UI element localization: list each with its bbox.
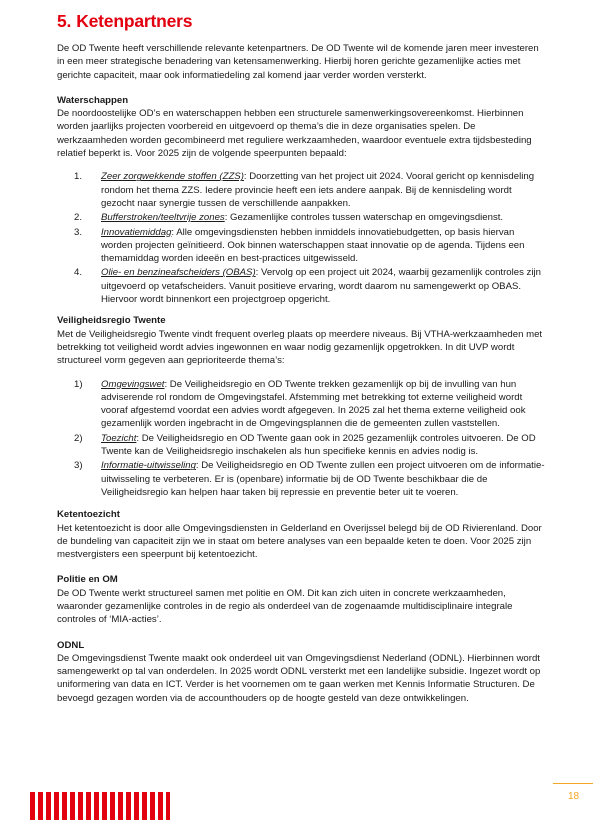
section-number: 5. bbox=[57, 11, 72, 31]
list-term: Informatie-uitwisseling bbox=[101, 460, 196, 472]
list-text: : Doorzetting van het project uit 2024. Vooral gericht op kennisdeling rondom het thema ZZS. Iedere provincie heeft een iets andere aanpak. Bij de kennisdeling wordt gezocht naar synergie tussen de verschillende aanpakken. bbox=[101, 171, 535, 209]
section-politie-om bbox=[57, 573, 547, 626]
list-marker: 3. bbox=[74, 226, 83, 238]
page-title bbox=[57, 10, 547, 32]
section-text: De noordoostelijke OD’s en waterschappen hebben een structurele samenwerkingsovereenkomst. Hierbinnen worden jaarlijks projecten voorbereid en uitgevoerd op thema’s die in deze organisaties spelen. De werkzaamheden worden gecombineerd met reguliere werkzaamheden, waardoor eventuele extra tijdsbesteding relatief beperkt is. Voor 2025 zijn de volgende speerpunten bepaald: bbox=[57, 108, 532, 160]
list-item bbox=[57, 226, 547, 266]
list-text: : De Veiligheidsregio en OD Twente gaan ook in 2025 gezamenlijk controles uitvoeren. De OD Twente kan de Veiligheidsregio inschakelen als hun specifieke kennis en advies nodig is. bbox=[101, 432, 536, 458]
footer-decoration bbox=[30, 792, 170, 820]
section-text: De OD Twente werkt structureel samen met politie en OM. Dit kan zich uiten in concrete werkzaamheden, waaronder gezamenlijke controles in de regio als onderdeel van de zogenaamde multidisciplinaire integrale controles of ‘MIA-acties’. bbox=[57, 587, 513, 626]
list-item bbox=[57, 459, 547, 499]
themas-list bbox=[57, 378, 547, 500]
footer-divider bbox=[553, 783, 593, 784]
list-marker: 1. bbox=[74, 171, 83, 183]
list-item bbox=[57, 211, 547, 224]
list-item bbox=[57, 266, 547, 306]
list-term: Bufferstroken/teeltvrije zones bbox=[101, 212, 225, 224]
section-waterschappen bbox=[57, 94, 547, 306]
list-term: Zeer zorgwekkende stoffen (ZZS) bbox=[101, 171, 244, 183]
section-text: Het ketentoezicht is door alle Omgevingsdiensten in Gelderland en Overijssel belegd bij de OD Rivierenland. Door de bundeling van capaciteit zijn we in staat om betere analyses van een bepaalde keten te doen. Voor 2025 zijn mestvergisters een speerpunt bij ketentoezicht. bbox=[57, 522, 542, 561]
section-title: Ketenpartners bbox=[76, 11, 193, 31]
section-veiligheidsregio bbox=[57, 314, 547, 499]
list-text: : Gezamenlijke controles tussen waterschap en omgevingsdienst. bbox=[224, 212, 504, 224]
list-term: Olie- en benzineafscheiders (OBAS) bbox=[101, 267, 256, 279]
list-marker: 4. bbox=[74, 267, 83, 279]
list-marker: 3) bbox=[74, 460, 83, 472]
list-item bbox=[57, 378, 547, 431]
list-item bbox=[57, 432, 547, 459]
section-heading: ODNL bbox=[57, 639, 85, 651]
section-text: De Omgevingsdienst Twente maakt ook onderdeel uit van Omgevingsdienst Nederland (ODNL). Hierbinnen wordt samengewerkt op tal van onderdelen. In 2025 wordt ODNL versterkt met een landelijke subsidie. Ingezet wordt op uniformering van data en ICT. Verder is het voornemen om te gaan werken met Kennis Informatie Structuren. De bevoegd gezagen worden via de accounthouders op de hoogte gesteld van deze ontwikkelingen. bbox=[57, 652, 541, 704]
intro-paragraph: De OD Twente heeft verschillende relevante ketenpartners. De OD Twente wil de komende jaren meer investeren in een meer strategische benadering van ketensamenwerking. Hierbij horen gerichte gezamenlijke acties met gerichte capaciteit, maar ook informatiedeling zal komend jaar verder worden versterkt. bbox=[57, 43, 539, 81]
list-text: : De Veiligheidsregio en OD Twente zullen een project uitvoeren om de informatie-uitwisseling te verbeteren. Er is (openbare) informatie bij de OD Twente beschikbaar die de Veiligheidsregio kan helpen haar taken bij repressie en preventie beter uit te voeren. bbox=[101, 460, 545, 498]
list-marker: 2) bbox=[74, 432, 83, 444]
list-item bbox=[57, 170, 547, 210]
section-text: Met de Veiligheidsregio Twente vindt frequent overleg plaats op meerdere niveaus. Bij VTHA-werkzaamheden met betrekking tot veiligheid wordt advies ingewonnen en waar nodig gezamenlijk opgetrokken. In dit UVP wordt structureel vorm gegeven aan geprioriteerde thema’s: bbox=[57, 328, 543, 367]
list-term: Toezicht bbox=[101, 432, 137, 444]
list-marker: 2. bbox=[74, 212, 83, 224]
list-marker: 1) bbox=[74, 378, 83, 390]
list-term: Innovatiemiddag bbox=[101, 226, 172, 238]
list-text: : Vervolg op een project uit 2024, waarbij gezamenlijk controles zijn uitgevoerd op vetafscheiders. Vanuit positieve ervaring, wordt daarom nu samengewerkt op OBAS. Hiervoor wordt binnenkort een projectgroep opgericht. bbox=[101, 267, 541, 306]
list-text: : De Veiligheidsregio en OD Twente trekken gezamenlijk op bij de invulling van hun adviserende rol rondom de Omgevingstafel. Afstemming met betrekking tot externe veiligheid wordt vooraf afgestemd voordat een advies wordt afgegeven. In 2025 zal het thema externe veiligheid ook gezamenlijk worden ingebracht in de Omgevingsplannen die de gemeenten zullen vaststellen. bbox=[101, 378, 526, 430]
section-heading: Veiligheidsregio Twente bbox=[57, 315, 166, 327]
section-odnl bbox=[57, 639, 547, 705]
list-term: Omgevingswet bbox=[101, 378, 165, 390]
section-heading: Politie en OM bbox=[57, 574, 118, 586]
section-heading: Waterschappen bbox=[57, 94, 129, 106]
speerpunten-list bbox=[57, 170, 547, 306]
section-heading: Ketentoezicht bbox=[57, 509, 120, 521]
page-content bbox=[57, 10, 547, 705]
page-number: 18 bbox=[568, 791, 580, 802]
list-text: : Alle omgevingsdiensten hebben inmiddels innovatiebudgetten, op basis hiervan worden projecten geïnitieerd. Ook binnen waterschappen staat innovatie op de agenda. Tijdens een themamiddag worden ideeën en best-practices uitgewisseld. bbox=[101, 226, 525, 265]
section-ketentoezicht bbox=[57, 508, 547, 561]
